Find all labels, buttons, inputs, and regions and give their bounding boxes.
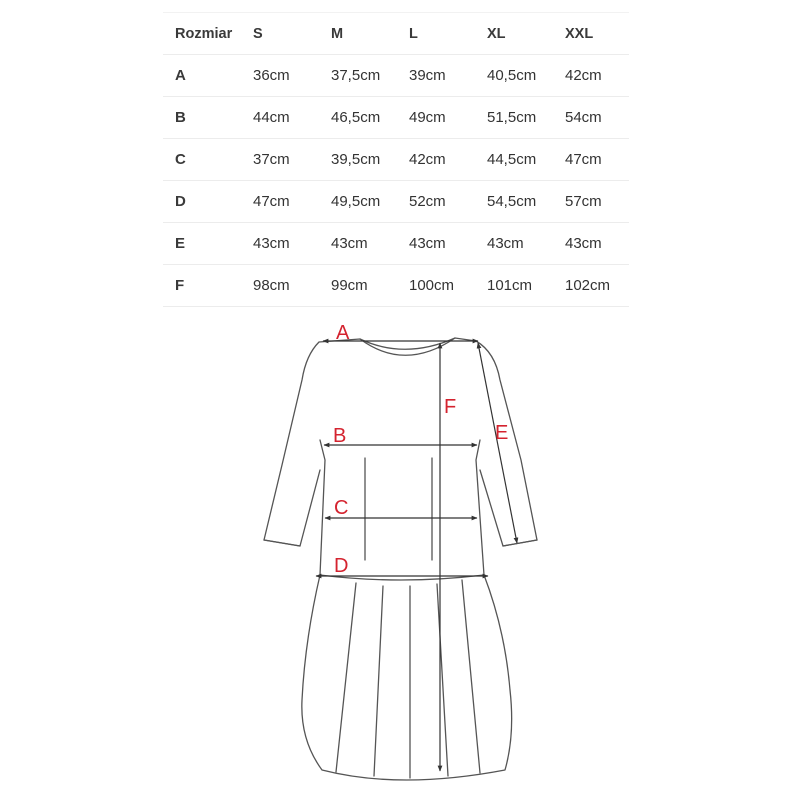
header-size-l: L	[397, 13, 475, 55]
table-cell: 100cm	[397, 265, 475, 307]
measure-label-d: D	[334, 555, 349, 577]
dress-skirt-pleats	[336, 580, 480, 778]
table-cell: 47cm	[241, 181, 319, 223]
table-cell: 47cm	[553, 139, 629, 181]
table-cell: 39,5cm	[319, 139, 397, 181]
table-cell: 54cm	[553, 97, 629, 139]
header-size-m: M	[319, 13, 397, 55]
table-cell: 37,5cm	[319, 55, 397, 97]
measure-label-c: C	[334, 497, 349, 519]
table-cell: 99cm	[319, 265, 397, 307]
row-label: E	[163, 223, 241, 265]
row-label: F	[163, 265, 241, 307]
dress-darts	[365, 458, 432, 560]
table-cell: 54,5cm	[475, 181, 553, 223]
dress-bodice-outline	[264, 338, 537, 575]
header-size-xxl: XXL	[553, 13, 629, 55]
table-cell: 40,5cm	[475, 55, 553, 97]
table-cell: 42cm	[553, 55, 629, 97]
table-cell: 43cm	[397, 223, 475, 265]
table-cell: 44cm	[241, 97, 319, 139]
table-cell: 39cm	[397, 55, 475, 97]
dress-sleeve-hems	[264, 540, 537, 546]
header-rozmiar: Rozmiar	[163, 13, 241, 55]
table-cell: 37cm	[241, 139, 319, 181]
measure-label-e: E	[495, 422, 509, 444]
table-cell: 98cm	[241, 265, 319, 307]
table-cell: 51,5cm	[475, 97, 553, 139]
table-cell: 44,5cm	[475, 139, 553, 181]
table-cell: 101cm	[475, 265, 553, 307]
table-cell: 46,5cm	[319, 97, 397, 139]
header-size-s: S	[241, 13, 319, 55]
table-cell: 43cm	[553, 223, 629, 265]
table-cell: 57cm	[553, 181, 629, 223]
table-cell: 36cm	[241, 55, 319, 97]
header-size-xl: XL	[475, 13, 553, 55]
row-label: C	[163, 139, 241, 181]
measure-label-a: A	[336, 322, 350, 344]
dress-skirt-outline	[302, 575, 512, 780]
table-cell: 43cm	[475, 223, 553, 265]
table-cell: 49,5cm	[319, 181, 397, 223]
row-label: B	[163, 97, 241, 139]
row-label: D	[163, 181, 241, 223]
table-cell: 43cm	[319, 223, 397, 265]
measure-label-b: B	[333, 425, 347, 447]
measure-label-f: F	[444, 396, 457, 418]
table-cell: 43cm	[241, 223, 319, 265]
row-label: A	[163, 55, 241, 97]
table-cell: 102cm	[553, 265, 629, 307]
table-cell: 42cm	[397, 139, 475, 181]
table-cell: 52cm	[397, 181, 475, 223]
table-cell: 49cm	[397, 97, 475, 139]
